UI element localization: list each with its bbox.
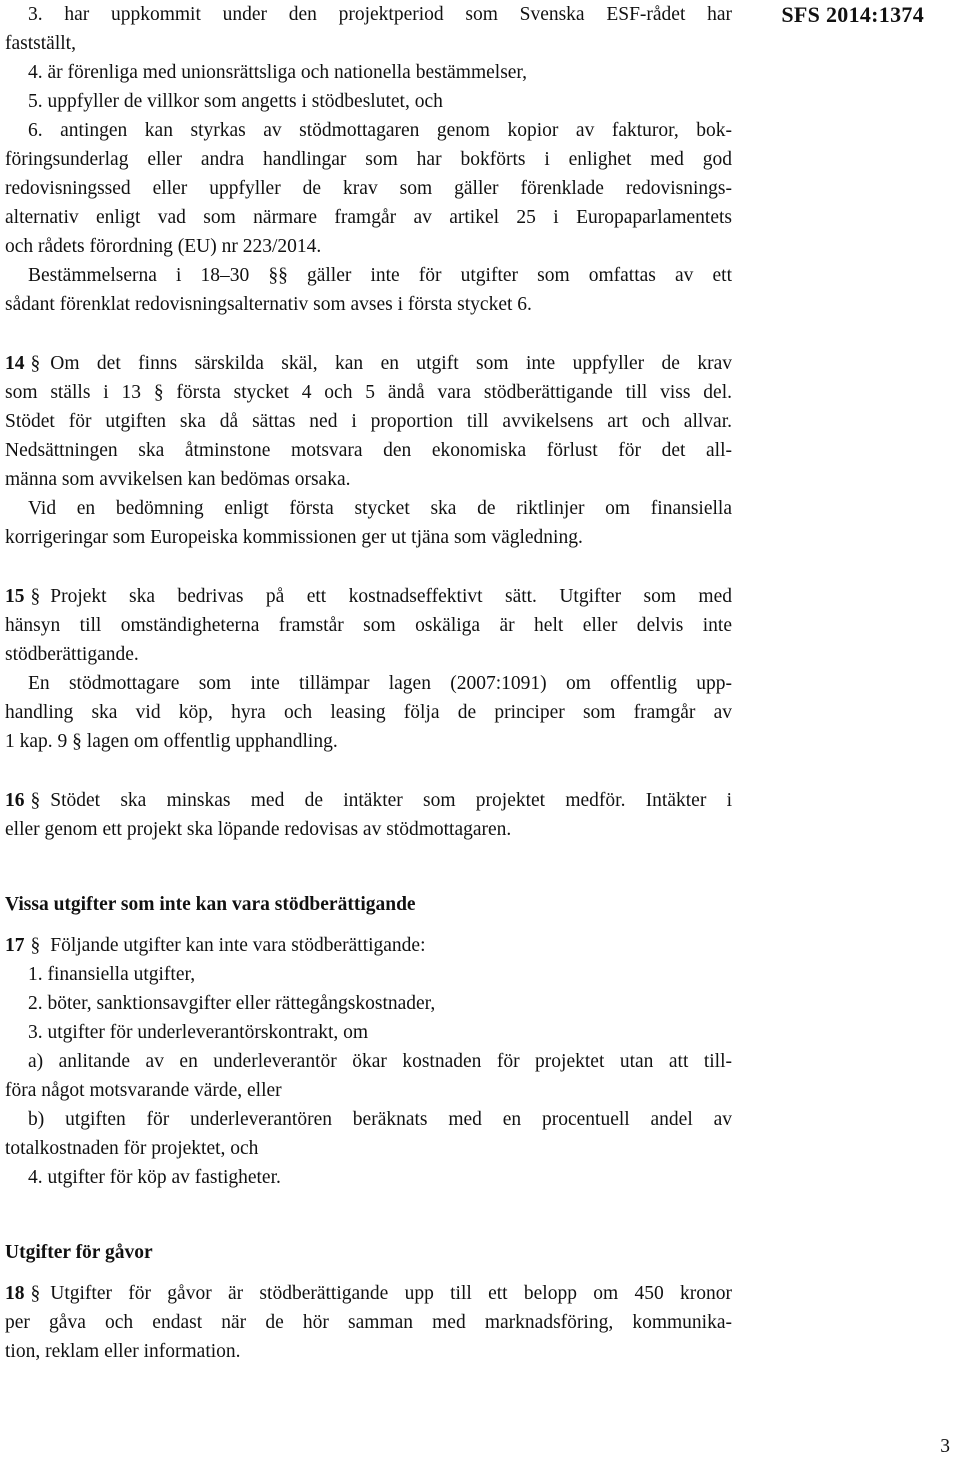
section-14-line-2: som ställs i 13 § första stycket 4 och 5 ändå vara stödberättigande till viss del. <box>5 382 732 403</box>
section-17-text: Följande utgifter kan inte vara stödberättigande: <box>50 935 426 956</box>
section-15-line-3: stödberättigande. <box>5 644 139 665</box>
section-16-line-2: eller genom ett projekt ska löpande redovisas av stödmottagaren. <box>5 819 512 840</box>
section-18-line-2: per gåva och endast när de hör samman med marknadsföring, kommunika- <box>5 1312 732 1333</box>
section-15-p2-line-2: handling ska vid köp, hyra och leasing följa de principer som framgår av <box>5 702 732 723</box>
section-14-text: Om det finns särskilda skäl, kan en utgift som inte uppfyller de krav <box>50 353 732 374</box>
section-15-line-2: hänsyn till omständigheterna framstår som oskäliga är helt eller delvis inte <box>5 615 732 636</box>
list-item-5: 5. uppfyller de villkor som angetts i stödbeslutet, och <box>28 91 443 112</box>
section-16-text: Stödet ska minskas med de intäkter som projektet medför. Intäkter i <box>50 790 732 811</box>
section-14-p2-line-2: korrigeringar som Europeiska kommissionen ger ut tjäna som vägledning. <box>5 527 583 548</box>
list-item-6-line-3: redovisningssed eller uppfyller de krav som gäller förenklade redovisnings- <box>5 178 732 199</box>
list-item-1: 1. finansiella utgifter, <box>28 964 196 985</box>
section-number: 17 <box>5 935 25 956</box>
section-heading: Vissa utgifter som inte kan vara stödberättigande <box>5 894 416 915</box>
section-16 <box>5 786 732 844</box>
section-number: 14 <box>5 353 25 374</box>
section-17-line-1 <box>5 931 732 960</box>
list-subitem-b-line-2: totalkostnaden för projektet, och <box>5 1138 259 1159</box>
intro-list <box>5 0 732 319</box>
list-item-3-line-1: 3. har uppkommit under den projektperiod som Svenska ESF-rådet har <box>28 4 732 25</box>
section-number: 15 <box>5 586 25 607</box>
paragraph-sign: § <box>30 586 41 607</box>
section-18-line-3: tion, reklam eller information. <box>5 1341 241 1362</box>
list-item-6-line-5: och rådets förordning (EU) nr 223/2014. <box>5 236 322 257</box>
paragraph-sign: § <box>30 353 41 374</box>
section-14-line-3: Stödet för utgiften ska då sättas ned i proportion till avvikelsens art och allvar. <box>5 411 732 432</box>
sfs-number: SFS 2014:1374 <box>781 2 924 27</box>
list-subitem-a-line-1: a) anlitande av en underleverantör ökar kostnaden för projektet utan att till- <box>28 1051 732 1072</box>
section-14-line-1 <box>5 349 732 378</box>
list-item-4: 4. utgifter för köp av fastigheter. <box>28 1167 281 1188</box>
section-14 <box>5 349 732 552</box>
list-subitem-b-line-1: b) utgiften för underleverantören beräknats med en procentuell andel av <box>28 1109 732 1130</box>
list-item-6-line-2: föringsunderlag eller andra handlingar som har bokförts i enlighet med god <box>5 149 732 170</box>
intro-note-line-1: Bestämmelserna i 18–30 §§ gäller inte för utgifter som omfattas av ett <box>28 265 732 286</box>
list-item-4: 4. är förenliga med unionsrättsliga och nationella bestämmelser, <box>28 62 528 83</box>
document-body <box>5 0 732 1366</box>
paragraph-sign: § <box>30 790 41 811</box>
list-item-3: 3. utgifter för underleverantörskontrakt, om <box>28 1022 369 1043</box>
section-15-p2-line-1: En stödmottagare som inte tillämpar lagen (2007:1091) om offentlig upp- <box>28 673 732 694</box>
page-number: 3 <box>940 1436 950 1457</box>
paragraph-sign: § <box>30 935 41 956</box>
list-item-2: 2. böter, sanktionsavgifter eller rättegångskostnader, <box>28 993 436 1014</box>
section-18-text: Utgifter för gåvor är stödberättigande upp till ett belopp om 450 kronor <box>50 1283 732 1304</box>
section-15 <box>5 582 732 756</box>
list-subitem-a-line-2: föra något motsvarande värde, eller <box>5 1080 282 1101</box>
section-15-text: Projekt ska bedrivas på ett kostnadseffektivt sätt. Utgifter som med <box>50 586 732 607</box>
section-17 <box>5 931 732 1192</box>
paragraph-sign: § <box>30 1283 41 1304</box>
section-14-line-4: Nedsättningen ska åtminstone motsvara den ekonomiska förlust för det all- <box>5 440 732 461</box>
section-15-line-1 <box>5 582 732 611</box>
section-16-line-1 <box>5 786 732 815</box>
section-number: 18 <box>5 1283 25 1304</box>
section-14-line-5: männa som avvikelsen kan bedömas orsaka. <box>5 469 351 490</box>
list-item-6-line-4: alternativ enligt vad som närmare framgår av artikel 25 i Europaparlamentets <box>5 207 732 228</box>
intro-note-line-2: sådant förenklat redovisningsalternativ som avses i första stycket 6. <box>5 294 532 315</box>
section-14-p2-line-1: Vid en bedömning enligt första stycket ska de riktlinjer om finansiella <box>28 498 732 519</box>
list-item-6-line-1: 6. antingen kan styrkas av stödmottagaren genom kopior av fakturor, bok- <box>28 120 732 141</box>
section-15-p2-line-3: 1 kap. 9 § lagen om offentlig upphandling. <box>5 731 338 752</box>
list-item-3-line-2: fastställt, <box>5 33 76 54</box>
section-heading: Utgifter för gåvor <box>5 1242 153 1263</box>
section-18-line-1 <box>5 1279 732 1308</box>
section-number: 16 <box>5 790 25 811</box>
section-18 <box>5 1279 732 1366</box>
